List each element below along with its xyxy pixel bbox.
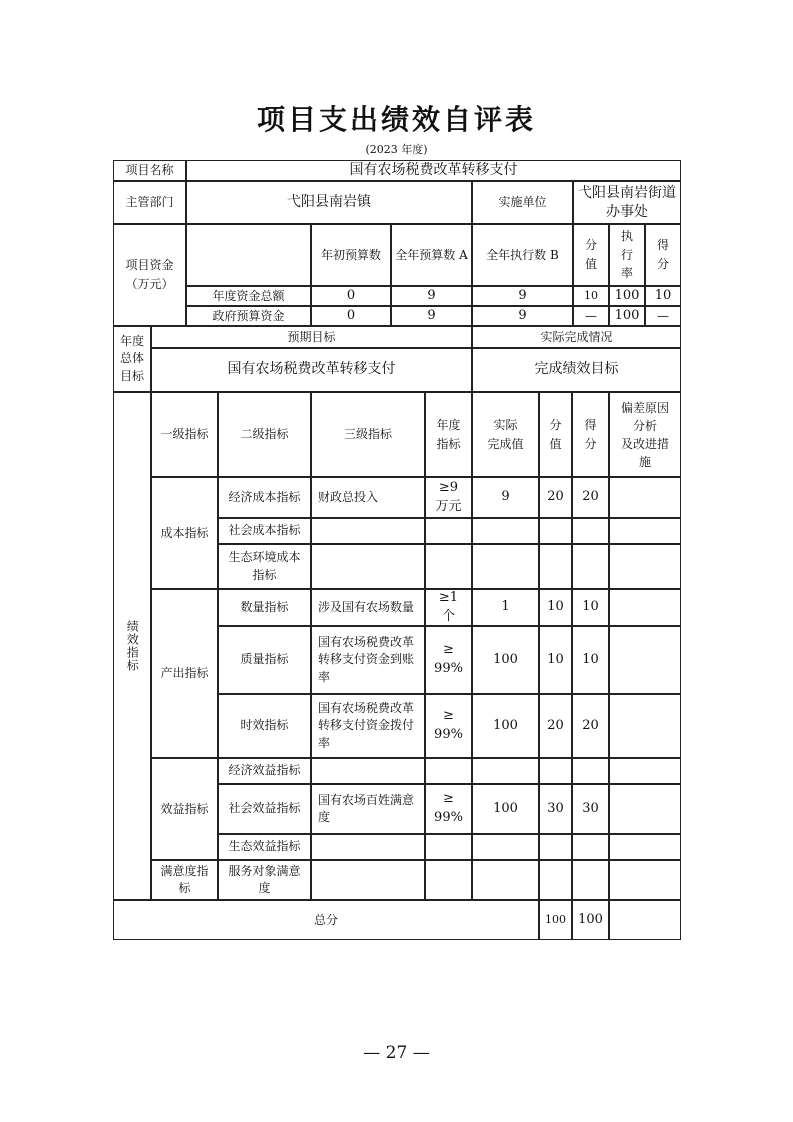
indicator-row-2-got bbox=[572, 518, 609, 544]
indicator-row-9-actual bbox=[472, 834, 539, 860]
funds-row-gov-got: — bbox=[645, 306, 681, 326]
header-lvl3: 三级指标 bbox=[311, 392, 425, 477]
indicator-row-6-score: 20 bbox=[539, 694, 572, 758]
indicator-row-2-lvl3 bbox=[311, 518, 425, 544]
funds-row-gov-exec: 9 bbox=[472, 306, 573, 326]
department-value: 弋阳县南岩镇 bbox=[186, 181, 472, 224]
indicator-row-9-lvl2: 生态效益指标 bbox=[218, 834, 311, 860]
indicator-row-3-got bbox=[572, 544, 609, 589]
performance-indicators-label: 绩效指标 bbox=[113, 392, 151, 900]
header-target: 年度 指标 bbox=[425, 392, 472, 477]
indicator-row-3-target bbox=[425, 544, 472, 589]
group-benefit: 效益指标 bbox=[151, 758, 218, 860]
indicator-row-5-lvl2: 质量指标 bbox=[218, 626, 311, 694]
indicator-row-7-score bbox=[539, 758, 572, 784]
document-year: (2023 年度) bbox=[365, 143, 428, 156]
funds-row-total-full: 9 bbox=[391, 286, 472, 306]
indicator-row-6-reason bbox=[609, 694, 681, 758]
indicator-row-7-got bbox=[572, 758, 609, 784]
actual-result-value: 完成绩效目标 bbox=[472, 348, 681, 392]
indicator-row-1-target: ≥9 万元 bbox=[425, 477, 472, 518]
header-actual: 实际 完成值 bbox=[472, 392, 539, 477]
total-got: 100 bbox=[572, 900, 609, 940]
indicator-row-8-actual: 100 bbox=[472, 784, 539, 834]
indicator-row-3-score bbox=[539, 544, 572, 589]
indicator-row-6-lvl3: 国有农场税费改革 转移支付资金拨付 率 bbox=[311, 694, 425, 758]
total-label: 总分 bbox=[113, 900, 539, 940]
group-satisfaction: 满意度指 标 bbox=[151, 860, 218, 900]
indicator-row-7-lvl2: 经济效益指标 bbox=[218, 758, 311, 784]
indicator-row-2-target bbox=[425, 518, 472, 544]
indicator-row-2-score bbox=[539, 518, 572, 544]
indicator-row-8-target: ≥ 99% bbox=[425, 784, 472, 834]
indicator-row-10-target bbox=[425, 860, 472, 900]
total-score: 100 bbox=[539, 900, 572, 940]
indicator-row-9-got bbox=[572, 834, 609, 860]
header-got: 得 分 bbox=[572, 392, 609, 477]
indicator-row-3-lvl2: 生态环境成本 指标 bbox=[218, 544, 311, 589]
indicator-row-7-reason bbox=[609, 758, 681, 784]
indicator-row-5-got: 10 bbox=[572, 626, 609, 694]
funds-row-total-exec: 9 bbox=[472, 286, 573, 306]
indicator-row-8-lvl3: 国有农场百姓满意 度 bbox=[311, 784, 425, 834]
indicator-row-6-got: 20 bbox=[572, 694, 609, 758]
self-evaluation-table bbox=[113, 160, 681, 940]
indicator-row-7-lvl3 bbox=[311, 758, 425, 784]
project-name-label: 项目名称 bbox=[113, 160, 186, 181]
department-label: 主管部门 bbox=[113, 181, 186, 224]
indicator-row-4-lvl2: 数量指标 bbox=[218, 589, 311, 626]
indicator-row-6-target: ≥ 99% bbox=[425, 694, 472, 758]
indicator-row-3-reason bbox=[609, 544, 681, 589]
indicator-row-5-actual: 100 bbox=[472, 626, 539, 694]
indicator-row-4-lvl3: 涉及国有农场数量 bbox=[311, 589, 425, 626]
indicator-row-8-got: 30 bbox=[572, 784, 609, 834]
indicator-row-2-actual bbox=[472, 518, 539, 544]
indicator-row-5-target: ≥ 99% bbox=[425, 626, 472, 694]
header-lvl1: 一级指标 bbox=[151, 392, 218, 477]
indicator-row-9-lvl3 bbox=[311, 834, 425, 860]
header-reason: 偏差原因 分析 及改进措 施 bbox=[609, 392, 681, 477]
indicator-row-10-lvl2: 服务对象满意 度 bbox=[218, 860, 311, 900]
indicator-row-6-actual: 100 bbox=[472, 694, 539, 758]
indicator-row-1-actual: 9 bbox=[472, 477, 539, 518]
project-name-value: 国有农场税费改革转移支付 bbox=[186, 160, 681, 181]
indicator-row-5-lvl3: 国有农场税费改革 转移支付资金到账 率 bbox=[311, 626, 425, 694]
funds-row-total-label: 年度资金总额 bbox=[186, 286, 311, 306]
indicator-row-1-lvl2: 经济成本指标 bbox=[218, 477, 311, 518]
header-lvl2: 二级指标 bbox=[218, 392, 311, 477]
indicator-row-8-reason bbox=[609, 784, 681, 834]
indicator-row-10-reason bbox=[609, 860, 681, 900]
actual-result-label: 实际完成情况 bbox=[472, 326, 681, 348]
funds-col-full: 全年预算数 A bbox=[391, 224, 472, 286]
funds-row-gov-full: 9 bbox=[391, 306, 472, 326]
indicator-row-4-actual: 1 bbox=[472, 589, 539, 626]
funds-col-rate: 执 行 率 bbox=[609, 224, 645, 286]
funds-col-got: 得 分 bbox=[645, 224, 681, 286]
indicator-row-10-got bbox=[572, 860, 609, 900]
funds-label: 项目资金 （万元） bbox=[113, 224, 186, 326]
indicator-row-4-got: 10 bbox=[572, 589, 609, 626]
implementer-label: 实施单位 bbox=[472, 181, 573, 224]
expected-goal-label: 预期目标 bbox=[151, 326, 472, 348]
expected-goal-value: 国有农场税费改革转移支付 bbox=[151, 348, 472, 392]
indicator-row-1-score: 20 bbox=[539, 477, 572, 518]
indicator-row-2-lvl2: 社会成本指标 bbox=[218, 518, 311, 544]
page-number: — 27 — bbox=[363, 1043, 430, 1063]
funds-row-gov-rate: 100 bbox=[609, 306, 645, 326]
annual-goal-label: 年度 总体 目标 bbox=[113, 326, 151, 392]
total-reason bbox=[609, 900, 681, 940]
funds-row-total-rate: 100 bbox=[609, 286, 645, 306]
funds-row-total-score: 10 bbox=[573, 286, 609, 306]
funds-row-total-initial: 0 bbox=[311, 286, 391, 306]
indicator-row-4-score: 10 bbox=[539, 589, 572, 626]
indicator-row-8-lvl2: 社会效益指标 bbox=[218, 784, 311, 834]
document-title: 项目支出绩效自评表 bbox=[256, 103, 536, 136]
indicator-row-9-score bbox=[539, 834, 572, 860]
header-score: 分 值 bbox=[539, 392, 572, 477]
indicator-row-7-actual bbox=[472, 758, 539, 784]
indicator-row-1-got: 20 bbox=[572, 477, 609, 518]
indicator-row-10-actual bbox=[472, 860, 539, 900]
funds-header-blank bbox=[186, 224, 311, 286]
implementer-value: 弋阳县南岩街道办事处 bbox=[573, 181, 681, 224]
indicator-row-5-score: 10 bbox=[539, 626, 572, 694]
indicator-row-7-target bbox=[425, 758, 472, 784]
indicator-row-9-target bbox=[425, 834, 472, 860]
indicator-row-4-target: ≥1 个 bbox=[425, 589, 472, 626]
indicator-row-10-score bbox=[539, 860, 572, 900]
indicator-row-10-lvl3 bbox=[311, 860, 425, 900]
funds-row-gov-initial: 0 bbox=[311, 306, 391, 326]
group-output: 产出指标 bbox=[151, 589, 218, 758]
indicator-row-3-lvl3 bbox=[311, 544, 425, 589]
indicator-row-1-reason bbox=[609, 477, 681, 518]
funds-col-exec: 全年执行数 B bbox=[472, 224, 573, 286]
indicator-row-6-lvl2: 时效指标 bbox=[218, 694, 311, 758]
indicator-row-8-score: 30 bbox=[539, 784, 572, 834]
funds-col-initial: 年初预算数 bbox=[311, 224, 391, 286]
indicator-row-5-reason bbox=[609, 626, 681, 694]
indicator-row-3-actual bbox=[472, 544, 539, 589]
funds-row-gov-label: 政府预算资金 bbox=[186, 306, 311, 326]
indicator-row-4-reason bbox=[609, 589, 681, 626]
indicator-row-2-reason bbox=[609, 518, 681, 544]
funds-row-gov-score: — bbox=[573, 306, 609, 326]
group-cost: 成本指标 bbox=[151, 477, 218, 589]
funds-col-score: 分 值 bbox=[573, 224, 609, 286]
indicator-row-1-lvl3: 财政总投入 bbox=[311, 477, 425, 518]
funds-row-total-got: 10 bbox=[645, 286, 681, 306]
indicator-row-9-reason bbox=[609, 834, 681, 860]
